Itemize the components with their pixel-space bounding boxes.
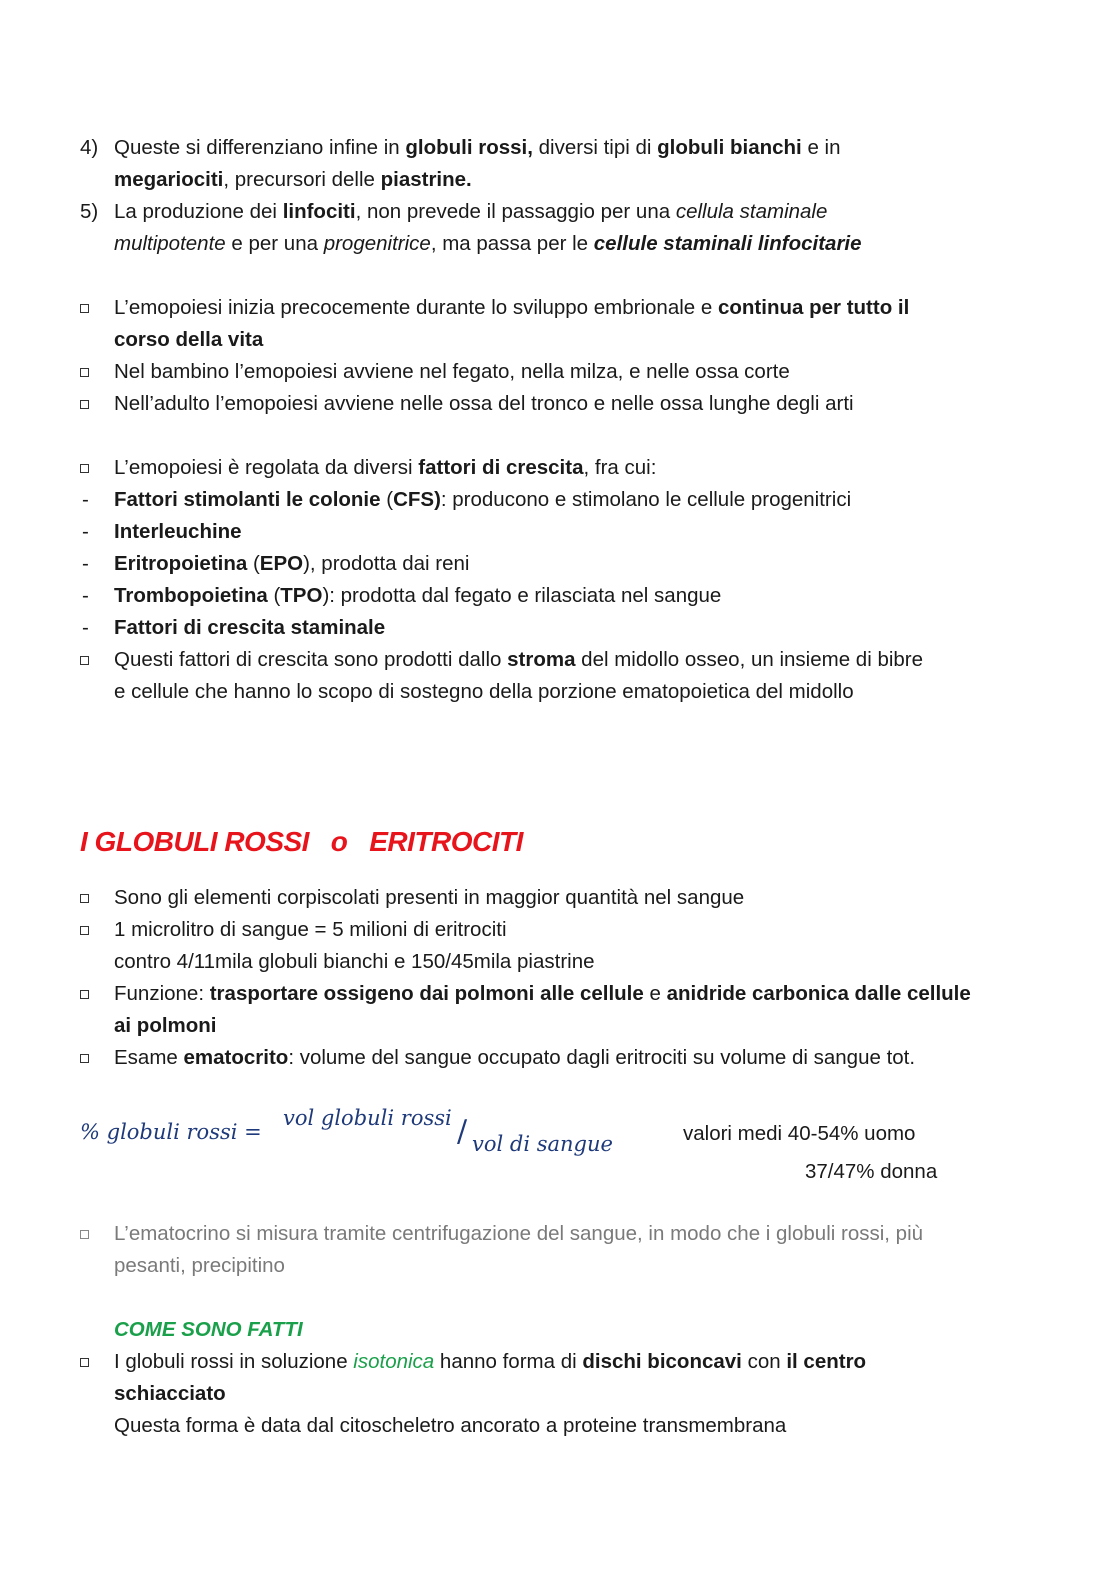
text: , precursori delle (223, 168, 381, 191)
dash-item (114, 614, 385, 642)
text: e in (801, 136, 841, 159)
text: Funzione: (114, 982, 210, 1005)
bold-text: dischi biconcavi (582, 1350, 742, 1373)
bullet-icon (80, 894, 89, 903)
bold-text: Fattori di crescita staminale (114, 616, 386, 639)
text: I globuli rossi in soluzione (114, 1350, 354, 1373)
bullet-item: Nell’adulto l’emopoiesi avviene nelle ossa del tronco e nelle ossa lunghe degli arti (114, 392, 854, 415)
dash-bullet: - (82, 520, 89, 543)
dash-bullet: - (82, 552, 89, 575)
text: e (643, 982, 667, 1005)
bold-text: globuli rossi, (405, 136, 533, 159)
bullet-icon (80, 400, 89, 409)
bold-text: megariociti (114, 168, 224, 191)
text: , non prevede il passaggio per una (355, 200, 676, 223)
section-heading: I GLOBULI ROSSI o ERITROCITI (80, 826, 523, 857)
bold-italic-text: cellule staminali linfocitarie (593, 232, 862, 255)
bold-text: anidride carbonica dalle cellule (666, 982, 971, 1005)
bullet-icon (80, 1230, 89, 1239)
bullet-icon (80, 368, 89, 377)
bullet-item (114, 1044, 915, 1072)
list-number: 5) (80, 200, 99, 223)
list-item (114, 134, 841, 162)
dash-item (114, 486, 851, 514)
dash-item (114, 518, 242, 546)
bullet-item (114, 1348, 866, 1376)
values-second: 37/47% donna (805, 1160, 938, 1183)
bold-text: fattori di crescita (418, 456, 584, 479)
bullet-icon (80, 1358, 89, 1367)
text: ( (380, 488, 394, 511)
text: La produzione dei (114, 200, 283, 223)
bold-text: schiacciato (114, 1382, 226, 1405)
bullet-item (114, 294, 909, 322)
bold-text: globuli bianchi (657, 136, 802, 159)
bold-text: Trombopoietina (114, 584, 268, 607)
bold-text: linfociti (282, 200, 356, 223)
bold-text: EPO (259, 552, 304, 575)
italic-text: cellula staminale (675, 200, 828, 223)
bullet-icon (80, 304, 89, 313)
bullet-item-continuation: Questa forma è data dal citoscheletro ancorato a proteine transmembrana (114, 1414, 787, 1437)
bullet-item (114, 980, 971, 1008)
bold-text: trasportare ossigeno dai polmoni alle cellule (209, 982, 644, 1005)
text: Queste si differenziano infine in (114, 136, 406, 159)
bullet-item-continuation: contro 4/11mila globuli bianchi e 150/45mila piastrine (114, 950, 595, 973)
bullet-icon (80, 464, 89, 473)
dash-item (114, 582, 721, 610)
dash-bullet: - (82, 488, 89, 511)
text: , ma passa per le (430, 232, 594, 255)
values-label: valori medi 40-54% uomo (683, 1122, 916, 1145)
bullet-item-continuation (114, 326, 263, 354)
text: Esame (114, 1046, 184, 1069)
bold-text: il centro (786, 1350, 867, 1373)
text: : volume del sangue occupato dagli eritrociti su volume di sangue tot. (288, 1046, 916, 1069)
text: con (741, 1350, 787, 1373)
bullet-item-continuation (114, 1380, 226, 1408)
bullet-item: L’ematocrino si misura tramite centrifugazione del sangue, in modo che i globuli rossi, più (114, 1222, 924, 1245)
bullet-item (114, 454, 656, 482)
formula-denominator: vol di sangue (472, 1132, 613, 1156)
bullet-item (114, 646, 923, 674)
text: diversi tipi di (532, 136, 658, 159)
text: ), prodotta dai reni (303, 552, 470, 575)
italic-green-text: isotonica (353, 1350, 435, 1373)
text: ( (247, 552, 260, 575)
text: del midollo osseo, un insieme di bibre (575, 648, 924, 671)
list-number: 4) (80, 136, 99, 159)
bold-text: ematocrito (183, 1046, 289, 1069)
bullet-item: Sono gli elementi corpiscolati presenti in maggior quantità nel sangue (114, 886, 745, 909)
bullet-item-continuation: e cellule che hanno lo scopo di sostegno della porzione ematopoietica del midollo (114, 680, 854, 703)
formula-slash: / (457, 1114, 468, 1149)
bullet-icon (80, 926, 89, 935)
list-item-continuation (114, 166, 472, 194)
text: Questi fattori di crescita sono prodotti dallo (114, 648, 508, 671)
list-item (114, 198, 827, 226)
text: e per una (225, 232, 324, 255)
formula-lhs: % globuli rossi = (80, 1120, 262, 1144)
bullet-item-continuation: pesanti, precipitino (114, 1254, 285, 1277)
bold-text: ai polmoni (114, 1014, 217, 1037)
bullet-icon (80, 990, 89, 999)
text: ( (267, 584, 281, 607)
dash-bullet: - (82, 616, 89, 639)
bullet-icon (80, 1054, 89, 1063)
bold-text: corso della vita (114, 328, 264, 351)
list-item-continuation (114, 230, 862, 258)
bullet-item: 1 microlitro di sangue = 5 milioni di eritrociti (114, 918, 507, 941)
text: , fra cui: (583, 456, 657, 479)
dash-item (114, 550, 469, 578)
bold-text: stroma (507, 648, 576, 671)
bold-text: CFS) (393, 488, 441, 511)
bold-text: continua per tutto il (717, 296, 910, 319)
text: ): prodotta dal fegato e rilasciata nel sangue (322, 584, 722, 607)
bold-text: Eritropoietina (114, 552, 248, 575)
text: L’emopoiesi inizia precocemente durante lo sviluppo embrionale e (114, 296, 718, 319)
italic-text: progenitrice (323, 232, 431, 255)
bold-text: TPO (280, 584, 323, 607)
subheading: COME SONO FATTI (114, 1318, 303, 1341)
text: hanno forma di (434, 1350, 583, 1373)
text: L’emopoiesi è regolata da diversi (114, 456, 419, 479)
formula-numerator: vol globuli rossi (283, 1106, 452, 1130)
bold-text: piastrine. (380, 168, 472, 191)
text: : producono e stimolano le cellule progenitrici (440, 488, 852, 511)
bold-text: Fattori stimolanti le colonie (114, 488, 381, 511)
dash-bullet: - (82, 584, 89, 607)
bullet-icon (80, 656, 89, 665)
bullet-item: Nel bambino l’emopoiesi avviene nel fegato, nella milza, e nelle ossa corte (114, 360, 790, 383)
italic-text: multipotente (114, 232, 226, 255)
bold-text: Interleuchine (114, 520, 242, 543)
bullet-item-continuation (114, 1012, 217, 1040)
